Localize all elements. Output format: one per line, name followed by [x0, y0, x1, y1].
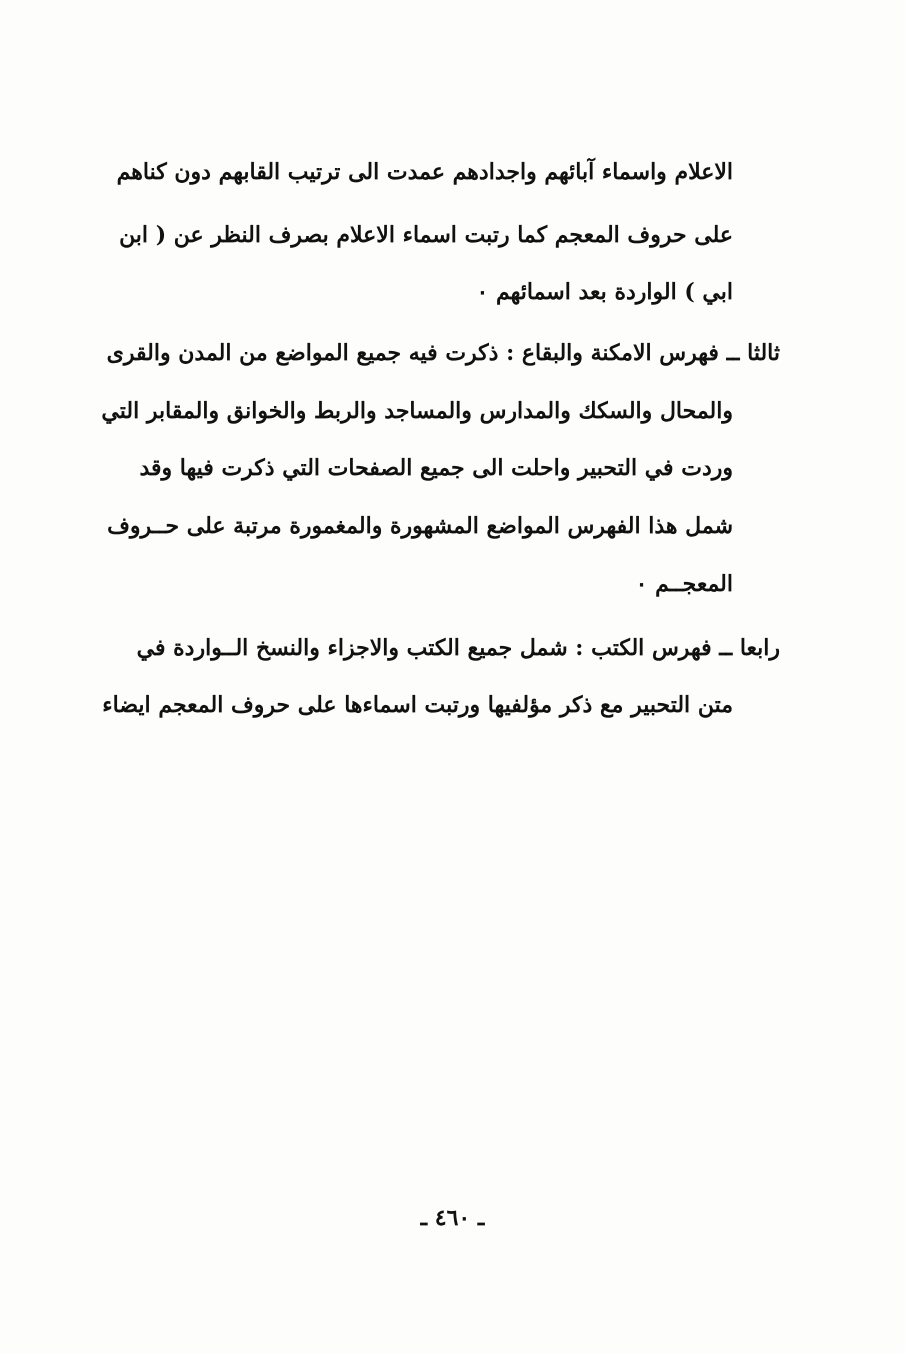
text-line: شمل هذا الفهرس المواضع المشهورة والمغمورة مرتبة على حــروف — [107, 513, 733, 539]
paragraph-3 — [102, 633, 780, 733]
paragraph-1 — [116, 157, 733, 307]
page-number: ـ ٤٦٠ ـ — [420, 1205, 485, 1231]
text-line: على حروف المعجم كما رتبت اسماء الاعلام بصرف النظر عن ( ابن — [119, 222, 733, 248]
text-line: رابعا ــ فهرس الكتب : شمل جميع الكتب والاجزاء والنسخ الــواردة في — [136, 635, 780, 661]
text-line: وردت في التحبير واحلت الى جميع الصفحات التي ذكرت فيها وقد — [139, 455, 733, 481]
text-line: ثالثا ــ فهرس الامكنة والبقاع : ذكرت فيه جميع المواضع من المدن والقرى — [106, 340, 780, 366]
text-line: والمحال والسكك والمدارس والمساجد والربط والخوانق والمقابر التي — [101, 398, 733, 424]
text-line: المعجــم ٠ — [635, 571, 733, 597]
text-line: متن التحبير مع ذكر مؤلفيها ورتبت اسماءها على حروف المعجم ايضاء — [102, 692, 733, 718]
text-line: الاعلام واسماء آبائهم واجدادهم عمدت الى ترتيب القابهم دون كناهم — [116, 159, 733, 185]
text-line: ابي ) الواردة بعد اسمائهم ٠ — [476, 279, 733, 305]
paragraph-2 — [101, 338, 780, 608]
